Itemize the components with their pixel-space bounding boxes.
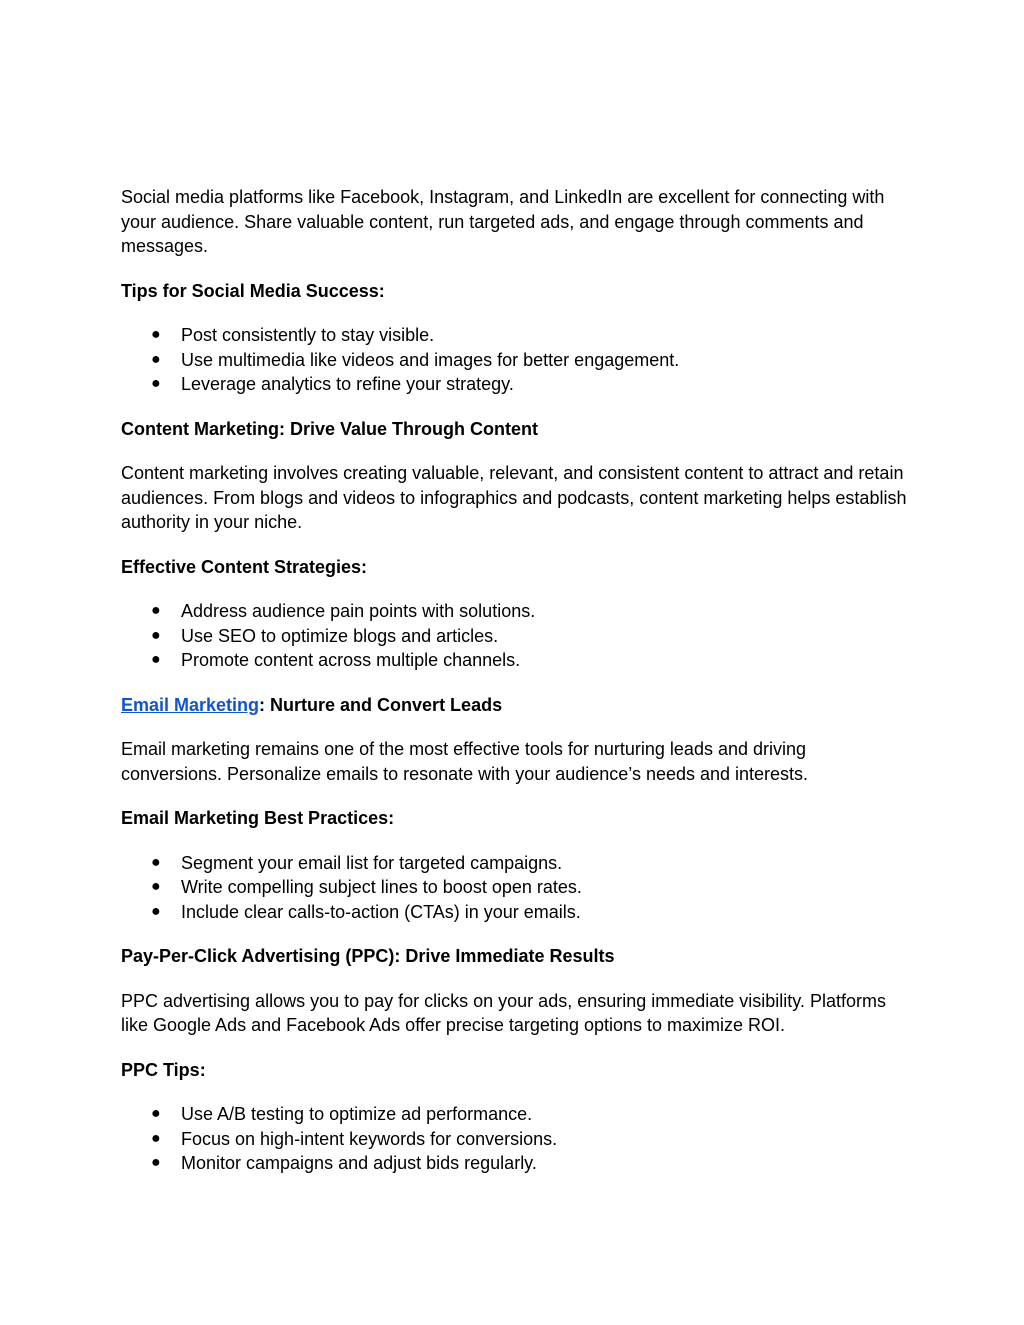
bullet-icon: ● xyxy=(151,602,161,619)
email-marketing-intro: Email marketing remains one of the most effective tools for nurturing leads and driving conversions. Personalize emails to resonate with your audience’s needs and interests. xyxy=(121,739,809,784)
content-marketing-intro: Content marketing involves creating valuable, relevant, and consistent content to attract and retain audiences. From blogs and videos to infographics and podcasts, content marketing helps establish authority in your niche. xyxy=(121,463,907,532)
list-item: ● Use A/B testing to optimize ad performance. xyxy=(121,1102,911,1127)
list-item: ● Leverage analytics to refine your strategy. xyxy=(121,372,911,397)
content-tips-heading: Effective Content Strategies: xyxy=(121,556,368,577)
bullet-icon: ● xyxy=(151,350,161,368)
bullet-icon: ● xyxy=(151,1154,161,1171)
email-tips-heading: Email Marketing Best Practices: xyxy=(121,808,395,828)
social-media-intro: Social media platforms like Facebook, Instagram, and LinkedIn are excellent for connecting with your audience. Share valuable content, run targeted ads, and engage through comments and messages. xyxy=(121,187,885,256)
list-item: ● Promote content across multiple channels. xyxy=(121,648,911,673)
bullet-icon: ● xyxy=(151,626,161,644)
social-tips-heading: Tips for Social Media Success: xyxy=(121,280,385,301)
ppc-tips-heading: PPC Tips: xyxy=(121,1059,206,1080)
list-item: ● Address audience pain points with solutions. xyxy=(121,599,911,624)
bullet-icon: ● xyxy=(151,902,161,920)
bullet-icon: ● xyxy=(151,853,161,871)
email-marketing-link[interactable]: Email Marketing xyxy=(121,694,260,715)
list-item: ● Use multimedia like videos and images for better engagement. xyxy=(121,348,911,373)
ppc-tips-list xyxy=(121,1102,911,1176)
list-item: ● Focus on high-intent keywords for conversions. xyxy=(121,1127,911,1152)
list-item: ● Monitor campaigns and adjust bids regularly. xyxy=(121,1151,911,1176)
bullet-icon: ● xyxy=(151,326,161,343)
document-page xyxy=(121,185,911,1196)
email-tips-list xyxy=(121,851,911,925)
bullet-icon: ● xyxy=(151,651,161,668)
list-item: ● Segment your email list for targeted campaigns. xyxy=(121,851,911,876)
bullet-icon: ● xyxy=(151,878,161,895)
list-item: ● Post consistently to stay visible. xyxy=(121,323,911,348)
ppc-intro: PPC advertising allows you to pay for clicks on your ads, ensuring immediate visibility. Platforms like Google Ads and Facebook Ads offer precise targeting options to maximize ROI. xyxy=(121,990,886,1035)
email-marketing-heading: Email Marketing: Nurture and Convert Leads xyxy=(121,694,503,715)
list-item: ● Include clear calls-to-action (CTAs) in your emails. xyxy=(121,900,911,925)
content-marketing-heading: Content Marketing: Drive Value Through Content xyxy=(121,418,539,439)
list-item: ● Use SEO to optimize blogs and articles. xyxy=(121,624,911,649)
social-tips-list xyxy=(121,323,911,397)
bullet-icon: ● xyxy=(151,1129,161,1147)
content-tips-list xyxy=(121,599,911,673)
list-item: ● Write compelling subject lines to boost open rates. xyxy=(121,875,911,900)
bullet-icon: ● xyxy=(151,375,161,392)
bullet-icon: ● xyxy=(151,1105,161,1122)
ppc-heading: Pay-Per-Click Advertising (PPC): Drive Immediate Results xyxy=(121,946,615,966)
